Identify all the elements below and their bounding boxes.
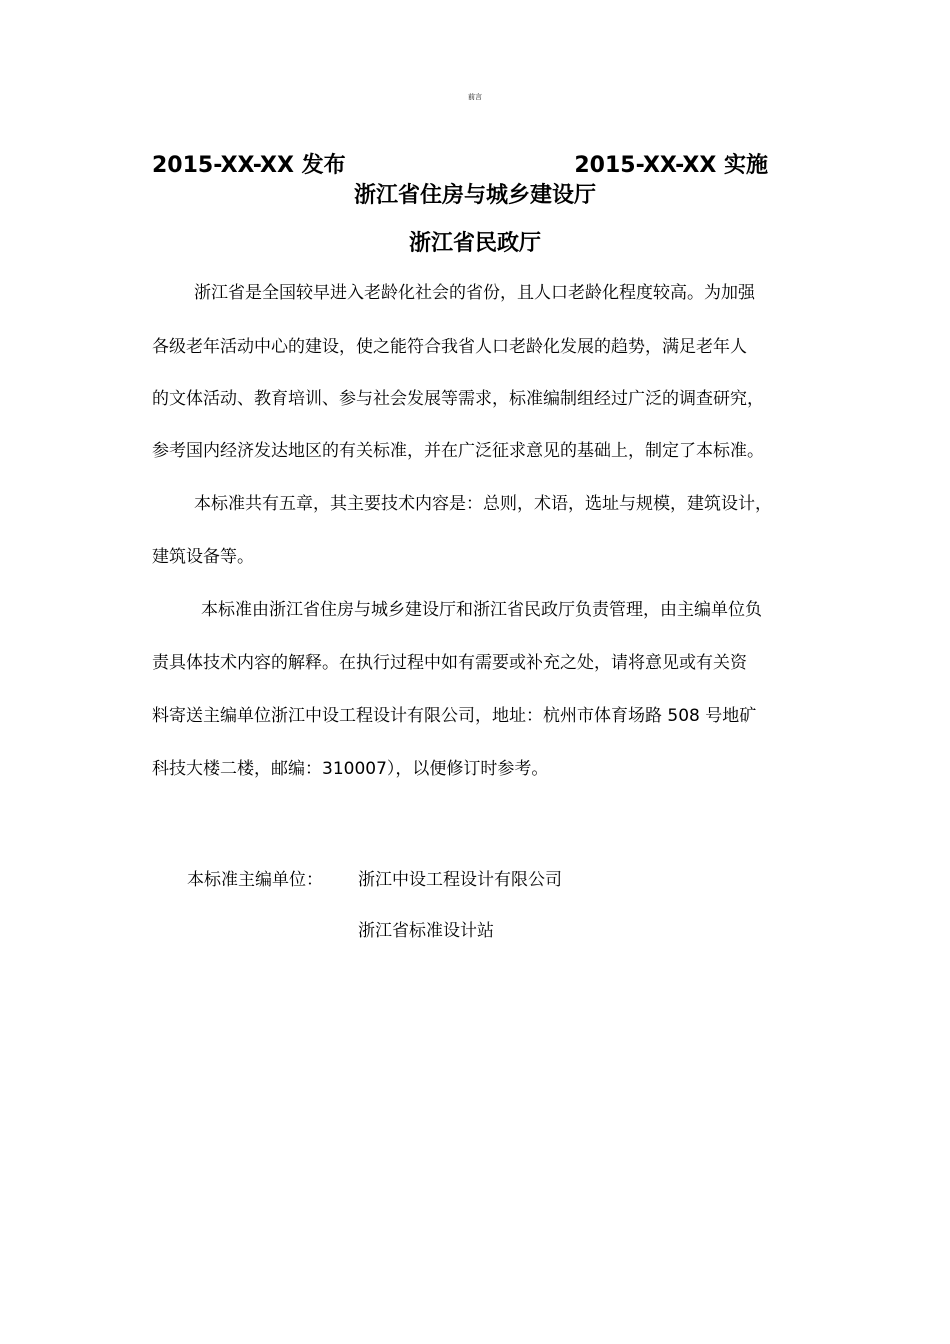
issuing-org-civil-affairs: 浙江省民政厅 [408,231,541,256]
body-line-6: 建筑设备等。 [152,547,254,567]
date-row [152,150,768,182]
body-line-1: 浙江省是全国较早进入老龄化社会的省份，且人口老龄化程度较高。为加强 [194,283,755,303]
body-line-7: 本标准由浙江省住房与城乡建设厅和浙江省民政厅负责管理，由主编单位负 [201,600,762,620]
issuing-org-housing: 浙江省住房与城乡建设厅 [353,183,596,208]
editor-unit-2: 浙江省标准设计站 [358,921,494,941]
body-line-2: 各级老年活动中心的建设，使之能符合我省人口老龄化发展的趋势，满足老年人 [152,337,747,357]
body-line-5: 本标准共有五章，其主要技术内容是：总则，术语，选址与规模，建筑设计， [194,494,772,514]
editor-unit-1: 浙江中设工程设计有限公司 [358,870,562,890]
body-line-9: 料寄送主编单位浙江中设工程设计有限公司，地址：杭州市体育场路 508 号地矿 [152,706,757,726]
page-header-mark: 前言 [468,93,482,101]
implement-date: 2015-XX-XX 实施 [574,153,768,178]
body-line-10: 科技大楼二楼，邮编：310007），以便修订时参考。 [152,759,549,779]
editor-label: 本标准主编单位： [187,870,323,890]
body-line-4: 参考国内经济发达地区的有关标准，并在广泛征求意见的基础上，制定了本标准。 [152,441,764,461]
body-line-8: 责具体技术内容的解释。在执行过程中如有需要或补充之处，请将意见或有关资 [152,653,747,673]
publish-date: 2015-XX-XX 发布 [152,153,346,178]
body-line-3: 的文体活动、教育培训、参与社会发展等需求，标准编制组经过广泛的调查研究， [152,389,764,409]
